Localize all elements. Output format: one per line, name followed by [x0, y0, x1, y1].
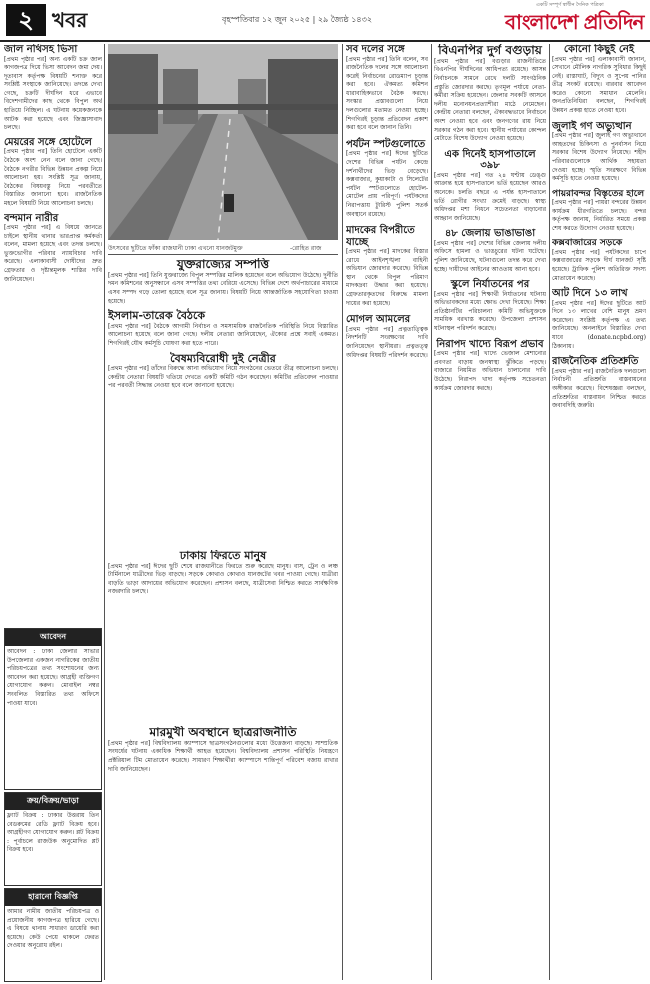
masthead: [0, 0, 650, 42]
headline-bogura: বিএনপির দুর্গ বগুড়ায়: [438, 44, 542, 57]
body-visa: [প্রথম পৃষ্ঠার পর] অন্য একটি চক্র জাল কাগজপত্র দিয়ে ভিসা আবেদন জমা দেয়। দূতাবাস কর্তৃপক্ষ বিষয়টি শনাক্ত করে সংশ্লিষ্ট সংস্থাকে জানিয়েছে। তদন্তে দেখা গেছে, চক্রটি দীর্ঘদিন ধরে এভাবে বিদেশগামীদের কাছ থেকে বিপুল অর্থ হাতিয়ে নিচ্ছিল। এ ঘটনায় কয়েকজনকে আটক করা হয়েছে এবং জিজ্ঞাসাবাদ চলছে।: [4, 55, 102, 132]
headline-visa: জাল নথিসহ ভিসা: [4, 44, 78, 55]
photo-caption: উৎসবের ছুটিতে ফাঁকা রাজধানী ঢাকা এখনো যানজটমুক্ত: [108, 245, 243, 252]
center-articles-top: [108, 258, 338, 544]
classified-box: [4, 792, 102, 886]
headline-student-politics: মারমুখী অবস্থানে ছাত্ররাজনীতি: [149, 726, 297, 739]
body-anti-discrimination: [প্রথম পৃষ্ঠার পর] তাঁদের বিরুদ্ধে আনা অভিযোগ নিয়ে সংগঠনের ভেতরে তীব্র আলোচনা চলছে। কেন্দ্রীয় নেতারা বিষয়টি খতিয়ে দেখতে একটি কমিটি গঠন করেছেন। কমিটির প্রতিবেদন পাওয়ার পর পরবর্তী সিদ্ধান্ত নেওয়া হবে বলে জানানো হয়েছে।: [108, 365, 338, 390]
body-drugs: [প্রথম পৃষ্ঠার পর] মাদকের বিস্তার রোধে আইনশৃঙ্খলা বাহিনী অভিযান জোরদার করেছে। বিভিন্ন স্থান থেকে বিপুল পরিমাণ মাদকদ্রব্য উদ্ধার করা হয়েছে। গ্রেফতারকৃতদের বিরুদ্ধে মামলা দায়ের করা হয়েছে।: [346, 248, 428, 307]
body-nothing: [প্রথম পৃষ্ঠার পর] এলাকাবাসী জানান, সেখানে মৌলিক নাগরিক সুবিধার কিছুই নেই। রাস্তাঘাট, বিদ্যুৎ ও সুপেয় পানির তীব্র সংকট রয়েছে। বারবার আবেদন করেও কোনো সমাধান মেলেনি। জনপ্রতিনিধিরা বলছেন, শিগগিরই উন্নয়ন প্রকল্প হাতে নেওয়া হবে।: [552, 55, 646, 115]
headline-uk-property: যুক্তরাজ্যের সম্পত্তি: [176, 258, 270, 271]
logo-tagline: একটি সম্পূর্ণ স্বাধীন দৈনিক পত্রিকা: [536, 2, 604, 8]
page-number: ২: [6, 4, 46, 36]
news-photo: [108, 44, 338, 240]
newspaper-logo: বাংলাদেশ প্রতিদিন: [505, 10, 644, 34]
body-mughal: [প্রথম পৃষ্ঠার পর] প্রত্নতাত্ত্বিক নিদর্শনটি সংরক্ষণের দাবি জানিয়েছেন স্থানীয়রা। প্রত্নতত্ত্ব অধিদপ্তর বিষয়টি পরিদর্শন করেছে।: [346, 325, 428, 359]
street-photo-illustration: [108, 44, 338, 240]
classified-body: ফ্ল্যাট বিক্রয় : ঢাকার উত্তরায় তিন বেডরুমের রেডি ফ্ল্যাট বিক্রয় হবে। আগ্রহীগণ যোগাযোগ করুন। প্লট বিক্রয় : পূর্বাচলে রাজউক অনুমোদিত প্লট বিক্রয় হবে।: [7, 812, 99, 854]
body-bondman: [প্রথম পৃষ্ঠার পর] এ বিষয়ে জানতে চাইলে স্থানীয় থানার ভারপ্রাপ্ত কর্মকর্তা বলেন, মামলা হয়েছে এবং তদন্ত চলছে। ভুক্তভোগীর পরিবার ন্যায়বিচার দাবি করেছে। এলাকাবাসী দোষীদের দ্রুত গ্রেফতার ও দৃষ্টান্তমূলক শাস্তির দাবি জানিয়েছেন।: [4, 224, 102, 283]
headline-mayor: মেয়রের সঙ্গে হোটেলে: [4, 136, 92, 148]
right-column: [434, 44, 546, 980]
headline-safe-food: নিরাপদ খাদ্যে বিরূপ প্রভাব: [436, 338, 544, 350]
body-13-lakh: [প্রথম পৃষ্ঠার পর] ঈদের ছুটিতে আট দিনে ১৩ লাখের বেশি মানুষ ভ্রমণ করেছেন। সংশ্লিষ্ট কর্তৃপক্ষ এ তথ্য জানিয়েছে। অনলাইনে বিস্তারিত দেখা যাবে (donate.ncpbd.org) ঠিকানায়।: [552, 299, 646, 350]
body-bogura: [প্রথম পৃষ্ঠার পর] বগুড়ার রাজনীতিতে বিএনপির দীর্ঘদিনের আধিপত্য রয়েছে। আসন্ন নির্বাচনকে সামনে রেখে দলটি সাংগঠনিক প্রস্তুতি জোরদার করছে। তৃণমূল পর্যায়ে নেতা-কর্মীরা সক্রিয় হয়েছেন। জেলার সবকটি আসনে দলীয় মনোনয়নপ্রত্যাশীরা মাঠে নেমেছেন। কেন্দ্রীয় নেতারা বলছেন, ঐক্যবদ্ধভাবে নির্বাচনে অংশ নেওয়া হবে এবং জনগণের রায় নিয়ে সরকার গঠন করা হবে। স্থানীয় পর্যায়ের কোন্দল মেটাতে বিশেষ উদ্যোগ নেওয়া হয়েছে।: [434, 57, 546, 143]
section-title: খবর: [52, 8, 88, 32]
column-rule: [431, 44, 432, 980]
headline-political-pledge: রাজনৈতিক প্রতিশ্রুতি: [552, 356, 639, 368]
body-tourist-spots: [প্রথম পৃষ্ঠার পর] ঈদের ছুটিতে দেশের বিভিন্ন পর্যটন কেন্দ্রে দর্শনার্থীদের ভিড় বেড়েছে। কক্সবাজার, কুয়াকাটা ও সিলেটের পর্যটন স্পটগুলোতে হোটেল-মোটেল প্রায় পরিপূর্ণ। পর্যটকদের নিরাপত্তায় ট্যুরিস্ট পুলিশ সতর্ক অবস্থানে রয়েছে।: [346, 150, 428, 218]
body-mayor: [প্রথম পৃষ্ঠার পর] তিনি হোটেলে একটি বৈঠকে অংশ নেন বলে জানা গেছে। বৈঠকে নগরীর বিভিন্ন উন্নয়ন প্রকল্প নিয়ে আলোচনা হয়। সংশ্লিষ্ট সূত্র জানায়, বৈঠকের বিষয়বস্তু নিয়ে পরবর্তীতে বিস্তারিত জানানো হবে। রাজনৈতিক মহলে বিষয়টি নিয়ে আলোচনা চলছে।: [4, 148, 102, 207]
headline-drugs: মাদকের বিপরীতে যাচ্ছে: [346, 225, 415, 248]
classified-title: ক্রয়/বিক্রয়/ভাড়া: [5, 793, 101, 810]
body-school-abuse: [প্রথম পৃষ্ঠার পর] শিক্ষার্থী নির্যাতনের ঘটনায় অভিভাবকদের মধ্যে ক্ষোভ দেখা দিয়েছে। শিক্ষা প্রতিষ্ঠানটির পরিচালনা কমিটি অভিযুক্তকে সাময়িক বরখাস্ত করেছে। উপজেলা প্রশাসন ঘটনাস্থল পরিদর্শন করেছে।: [434, 290, 546, 333]
lost-notice-body: আমার নামীয় জাতীয় পরিচয়পত্র ও প্রয়োজনীয় কাগজপত্র হারিয়ে গেছে। এ বিষয়ে থানায় সাধারণ ডায়েরি করা হয়েছে। কেউ পেয়ে থাকলে ফেরত দেওয়ার অনুরোধ রইল।: [7, 908, 99, 950]
headline-islam-tarek: ইসলাম-তারেক বৈঠকে: [108, 309, 206, 323]
body-islam-tarek: [প্রথম পৃষ্ঠার পর] বৈঠকে আগামী নির্বাচন ও সমসাময়িক রাজনৈতিক পরিস্থিতি নিয়ে বিস্তারিত আলোচনা হয়েছে বলে জানা গেছে। দলীয় নেতারা জানিয়েছেন, ঐক্যের প্রশ্নে সবাই একমত। শিগগিরই যৌথ কর্মসূচি ঘোষণা করা হতে পারে।: [108, 322, 338, 347]
body-safe-food: [প্রথম পৃষ্ঠার পর] খাদ্যে ভেজাল মেশানোর প্রবণতা বাড়ায় জনস্বাস্থ্য ঝুঁকিতে পড়ছে। বাজারে নিয়মিত অভিযান চালানোর দাবি উঠেছে। নিরাপদ খাদ্য কর্তৃপক্ষ সচেতনতা কার্যক্রম জোরদার করছে।: [434, 350, 546, 392]
headline-july-uprising: জুলাই গণ অভ্যুত্থান: [552, 120, 632, 132]
column-rule: [342, 44, 343, 980]
lost-notice-box: [4, 888, 102, 982]
section-rule: [108, 254, 338, 255]
student-politics-article: [108, 726, 338, 980]
headline-all-parties: সব দলের সঙ্গে: [346, 44, 405, 55]
notice-body: আবেদন : ঢাকা জেলার সাভার উপজেলার একজন নাগরিকের জাতীয় পরিচয়পত্রের তথ্য সংশোধনের জন্য আবেদন করা হয়েছে। আগ্রহী ব্যক্তিগণ যোগাযোগ করুন। মোবাইল নম্বর সংবলিত বিস্তারিত তথ্য অফিসে পাওয়া যাবে।: [7, 648, 99, 707]
notice-title: আবেদন: [5, 629, 101, 646]
headline-48-districts: ৪৮ জেলায় ভাঙাভাঙা: [444, 228, 536, 240]
body-july-uprising: [প্রথম পৃষ্ঠার পর] জুলাই গণ অভ্যুত্থানে আহতদের চিকিৎসা ও পুনর্বাসন নিয়ে সরকার বিশেষ উদ্যোগ নিয়েছে। শহীদ পরিবারগুলোকে আর্থিক সহায়তা দেওয়া হচ্ছে। স্মৃতি সংরক্ষণে বিভিন্ন কর্মসূচি হাতে নেওয়া হয়েছে।: [552, 132, 646, 183]
body-all-parties: [প্রথম পৃষ্ঠার পর] তিনি বলেন, সব রাজনৈতিক দলের সঙ্গে আলোচনা করেই নির্বাচনের রোডম্যাপ চূড়ান্ত করা হবে। ঐকমত্য কমিশন ধারাবাহিকভাবে বৈঠক করছে। সংস্কার প্রস্তাবগুলো নিয়ে দলগুলোর মতামত নেওয়া হচ্ছে। শিগগিরই চূড়ান্ত প্রতিবেদন প্রকাশ করা হবে বলে জানান তিনি।: [346, 55, 428, 132]
headline-payra-port: পায়রাবন্দর বিস্তৃতের হালে: [552, 188, 645, 199]
headline-mughal: মোগল আমলের: [346, 314, 411, 326]
headline-dhaka-return: ঢাকায় ফিরতে মানুষ: [179, 550, 267, 562]
headline-tourist-spots: পর্যটন স্পটগুলোতে: [346, 138, 426, 150]
dateline: বৃহস্পতিবার ১২ জুন ২০২৫ | ২৯ জ্যৈষ্ঠ ১৪৩২: [222, 15, 373, 24]
body-dengue: [প্রথম পৃষ্ঠার পর] গত ২৪ ঘণ্টায় ডেঙ্গু আক্রান্ত হয়ে হাসপাতালে ভর্তি হয়েছেন আরও অনেকে। চলতি বছরে এ পর্যন্ত হাসপাতালে ভর্তি রোগীর সংখ্যা ক্রমেই বাড়ছে। স্বাস্থ্য অধিদপ্তর মশা নিধনে সচেতনতা বাড়ানোর আহ্বান জানিয়েছে।: [434, 171, 546, 222]
lost-notice-title: হারানো বিজ্ঞপ্তি: [5, 889, 101, 906]
dhaka-return-article: [108, 550, 338, 720]
headline-nothing: কোনো কিছুই নেই: [563, 44, 635, 55]
body-coxsbazar: [প্রথম পৃষ্ঠার পর] পর্যটকদের চাপে কক্সবাজারের সড়কে দীর্ঘ যানজট সৃষ্টি হয়েছে। ট্রাফিক পুলিশ অতিরিক্ত সদস্য মোতায়েন করেছে।: [552, 248, 646, 282]
headline-bondman: বন্দমান নারীর: [4, 212, 59, 224]
left-column: [4, 44, 102, 624]
headline-coxsbazar: কক্সবাজারের সড়কে: [552, 238, 623, 249]
headline-anti-discrimination: বৈষম্যবিরোধী দুই নেত্রীর: [170, 351, 276, 365]
body-political-pledge: [প্রথম পৃষ্ঠার পর] রাজনৈতিক দলগুলো নির্বাচনী প্রতিশ্রুতি বাস্তবায়নের অঙ্গীকার করেছে। বিশেষজ্ঞরা বলছেন, প্রতিশ্রুতির বাস্তবায়ন নিশ্চিত করতে জবাবদিহি জরুরি।: [552, 367, 646, 410]
far-right-column: [552, 44, 646, 980]
body-48-districts: [প্রথম পৃষ্ঠার পর] দেশের বিভিন্ন জেলায় দলীয় অফিসে হামলা ও ভাঙচুরের ঘটনা ঘটেছে। পুলিশ জানিয়েছে, ঘটনাগুলো তদন্ত করে দেখা হচ্ছে। দায়ীদের আইনের আওতায় আনা হবে।: [434, 239, 546, 273]
column-rule: [549, 44, 550, 980]
column-rule: [104, 44, 105, 980]
photo-credit: -রোহিত রাজ: [290, 245, 322, 252]
body-payra-port: [প্রথম পৃষ্ঠার পর] পায়রা বন্দরের উন্নয়ন কার্যক্রম ধীরগতিতে চলছে। বন্দর কর্তৃপক্ষ জানায়, নির্ধারিত সময়ে প্রকল্প শেষ করতে উদ্যোগ নেওয়া হয়েছে।: [552, 199, 646, 232]
headline-dengue: এক দিনেই হাসপাতালে ৩৯৮: [444, 148, 536, 172]
body-uk-property: [প্রথম পৃষ্ঠার পর] তিনি যুক্তরাজ্যে বিপুল সম্পত্তির মালিক হয়েছেন বলে অভিযোগ উঠেছে। দুর্নীতি দমন কমিশনের অনুসন্ধানে এসব সম্পত্তির তথ্য বেরিয়ে এসেছে। বিভিন্ন দেশে অর্থপাচারের মাধ্যমে এসব সম্পদ গড়ে তোলা হয়েছে বলে সূত্র জানায়। বিষয়টি নিয়ে আন্তর্জাতিক সহযোগিতা চাওয়া হয়েছে।: [108, 271, 338, 305]
body-student-politics: [প্রথম পৃষ্ঠার পর] বিশ্ববিদ্যালয় ক্যাম্পাসে ছাত্রসংগঠনগুলোর মধ্যে উত্তেজনা বাড়ছে। সাম্প্রতিক সংঘর্ষের ঘটনায় একাধিক শিক্ষার্থী আহত হয়েছেন। বিশ্ববিদ্যালয় প্রশাসন পরিস্থিতি নিয়ন্ত্রণে প্রক্টরিয়াল টিম মোতায়েন করেছে। সাধারণ শিক্ষার্থীরা ক্যাম্পাসে শান্তিপূর্ণ পরিবেশ বজায় রাখার দাবি জানিয়েছেন।: [108, 739, 338, 773]
middle-column: [346, 44, 428, 980]
headline-school-abuse: স্কুলে নির্যাতনের পর: [450, 279, 530, 291]
body-dhaka-return: [প্রথম পৃষ্ঠার পর] ঈদের ছুটি শেষে রাজধানীতে ফিরতে শুরু করেছে মানুষ। বাস, ট্রেন ও লঞ্চ টার্মিনালে যাত্রীদের ভিড় বাড়ছে। সড়কে কোথাও কোথাও যানজটের খবর পাওয়া গেছে। যাত্রীরা বাড়তি ভাড়া আদায়ের অভিযোগ করেছেন। প্রশাসন বলছে, যাত্রীসেবা নিশ্চিত করতে সার্বক্ষণিক নজরদারি চলছে।: [108, 562, 338, 596]
notice-box: [4, 628, 102, 790]
headline-13-lakh: আট দিনে ১৩ লাখ: [552, 288, 628, 300]
